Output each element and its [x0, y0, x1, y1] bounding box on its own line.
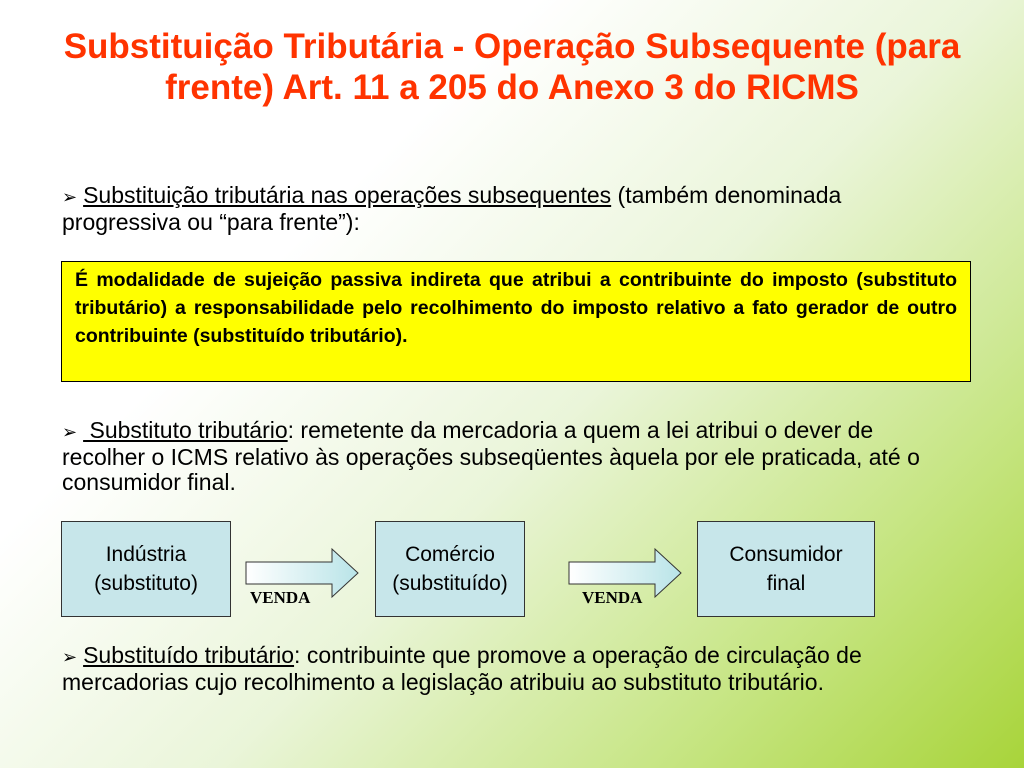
flow-box-sublabel: (substituído) — [392, 572, 508, 595]
arrow-bullet-icon: ➢ — [62, 422, 78, 442]
arrow-label-venda: VENDA — [250, 588, 311, 607]
flow-box-sublabel: final — [766, 572, 806, 595]
term-substituido-tributario: Substituído tributário — [83, 642, 295, 668]
arrow-label-venda: VENDA — [582, 588, 643, 607]
flow-box-industria — [61, 521, 231, 617]
bullet-substituto-tributario — [62, 418, 952, 495]
bullet-substituido-tributario — [62, 643, 952, 695]
term-substituido-description: : contribuinte que promove a operação de circulação de mercadorias cujo recolhimento a legislação atribuiu ao substituto tributário. — [62, 642, 862, 695]
slide-title: Substituição Tributária - Operação Subsequente (para frente) Art. 11 a 205 do Anexo 3 do RICMS — [63, 27, 961, 107]
term-substituicao-description: (também denominada progressiva ou “para frente”): — [62, 182, 842, 235]
definition-box — [61, 261, 971, 382]
flow-box-label: Consumidor — [729, 543, 843, 566]
arrow-bullet-icon: ➢ — [62, 647, 78, 667]
definition-text: É modalidade de sujeição passiva indireta que atribui a contribuinte do imposto (substituto tributário) a responsabilidade pelo recolhimento do imposto relativo a fato gerador de outro contribuinte (substituído tributário). — [75, 269, 957, 347]
arrow-bullet-icon: ➢ — [62, 187, 78, 207]
flow-box-label: Comércio — [405, 543, 495, 566]
flow-box-consumidor — [697, 521, 875, 617]
flow-box-comercio — [375, 521, 525, 617]
term-substituto-tributario: Substituto tributário — [83, 417, 288, 443]
flow-box-sublabel: (substituto) — [94, 572, 198, 595]
term-substituto-description: : remetente da mercadoria a quem a lei atribui o dever de recolher o ICMS relativo às operações subseqüentes àquela por ele praticada, até o consumidor final. — [62, 417, 920, 495]
term-substituicao-tributaria: Substituição tributária nas operações subsequentes — [83, 182, 612, 208]
flow-box-label: Indústria — [105, 543, 187, 566]
bullet-substituicao-subsequente — [62, 183, 952, 235]
